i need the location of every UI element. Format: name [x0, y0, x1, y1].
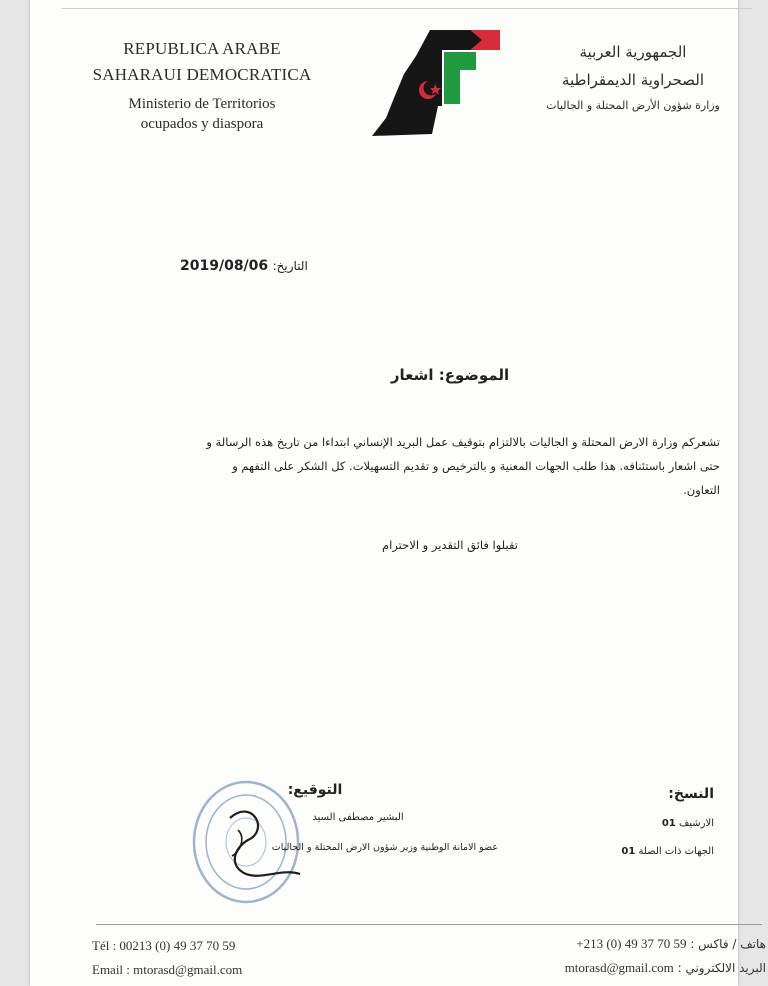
latin-header — [82, 36, 322, 134]
copy-item-count: 01 — [661, 818, 676, 829]
footer-email-right — [460, 960, 766, 976]
copy-item-label: الارشيف — [678, 818, 714, 829]
arabic-header — [518, 38, 748, 116]
arabic-header-line-1: الجمهورية العربية — [579, 43, 687, 61]
latin-ministry-line-1: Ministerio de Territorios — [128, 96, 276, 112]
copies-heading: النسخ: — [668, 786, 714, 802]
date-value: 2019/08/06 — [180, 258, 269, 274]
footer-phone-left: Tél : 00213 (0) 49 37 70 59 — [92, 938, 236, 953]
copy-item-label: الجهات ذات الصلة — [638, 846, 714, 857]
latin-header-line-2: SAHARAUI DEMOCRATICA — [92, 65, 312, 84]
signatory-name: البشير مصطفى السيد — [312, 812, 404, 823]
signature-heading: التوقيع: — [287, 782, 343, 798]
footer-phone-right — [460, 936, 766, 952]
signatory-title: عضو الامانة الوطنية وزير شؤون الارض المحتلة و الجاليات — [271, 842, 498, 853]
top-divider — [62, 8, 752, 9]
footer-email-right-value: mtorasd@gmail.com — [564, 960, 674, 975]
letter-body: تشعركم وزارة الارض المحتلة و الجاليات بالالتزام بتوقيف عمل البريد الإنساني ابتداءا من تاريخ هذه الرسالة و حتى اشعار باستئنافه. هذا طلب الجهات المعنية و بالترخيص و تقديم التسهيلات. كل الشكر على التفهم و التعاون. — [206, 435, 720, 497]
copy-item-count: 01 — [621, 846, 636, 857]
copy-item — [590, 846, 714, 857]
closing-line: تقبلوا فائق التقدير و الاحترام — [382, 538, 518, 552]
footer-phone-right-label: هاتف / فاكس : — [690, 937, 766, 951]
arabic-ministry: وزارة شؤون الأرض المحتلة و الجاليات — [546, 99, 720, 112]
latin-ministry-line-2: ocupados y diaspora — [140, 116, 264, 132]
letter-page — [30, 0, 766, 986]
footer-divider — [96, 924, 762, 925]
date-line — [180, 258, 360, 274]
copy-item — [590, 818, 714, 829]
subject-line: الموضوع: اشعار — [390, 366, 510, 384]
arabic-header-line-2: الصحراوية الديمقراطية — [561, 71, 705, 89]
footer-phone-right-value: +213 (0) 49 37 70 59 — [576, 936, 687, 951]
footer-email-right-label: البريد الالكتروني : — [677, 961, 766, 975]
date-label: التاريخ: — [272, 259, 308, 273]
sahrawi-flag-map-icon — [366, 26, 501, 138]
footer-email-left: Email : mtorasd@gmail.com — [92, 962, 243, 977]
latin-header-line-1: REPUBLICA ARABE — [123, 39, 281, 58]
